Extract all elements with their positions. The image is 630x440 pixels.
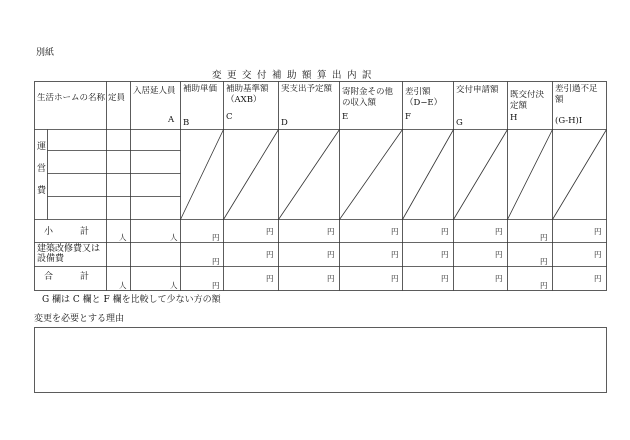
unit-cell: 人 [170, 233, 178, 242]
header-resident-days: 入居延人員 [133, 86, 176, 96]
header-letter-i: (G-H)I [555, 116, 583, 126]
attachment-label: 別紙 [36, 48, 55, 58]
unit-cell: 円 [594, 227, 602, 236]
header-other-income: 寄附金その他の収入額 [342, 87, 394, 108]
unit-cell: 円 [391, 250, 399, 259]
unit-cell: 円 [441, 250, 449, 259]
unit-cell: 円 [495, 274, 503, 283]
header-letter-d: D [281, 118, 288, 128]
unit-cell: 円 [441, 227, 449, 236]
unit-cell: 円 [594, 274, 602, 283]
header-letter-e: E [342, 112, 349, 122]
unit-cell: 円 [540, 257, 548, 266]
unit-cell: 円 [327, 227, 335, 236]
reason-textarea[interactable] [35, 328, 606, 392]
unit-cell: 円 [594, 250, 602, 259]
header-facility-name: 生活ホームの名称 [37, 93, 105, 103]
unit-cell: 円 [495, 250, 503, 259]
header-letter-h: H [510, 113, 518, 123]
unit-cell: 円 [327, 274, 335, 283]
unit-cell: 円 [212, 233, 220, 242]
row-label-subtotal: 小 計 [44, 227, 90, 237]
unit-cell: 円 [495, 227, 503, 236]
header-standard-amount: 補助基準額（AXB） [226, 84, 269, 105]
header-letter-f: F [405, 112, 411, 122]
header-shortfall: 差引過不足額 [555, 84, 598, 105]
row-label-total: 合 計 [44, 272, 90, 282]
header-difference: 差引額（D−E） [405, 87, 443, 108]
unit-cell: 円 [327, 250, 335, 259]
unit-cell: 円 [212, 281, 220, 290]
header-letter-a: A [168, 115, 175, 125]
side-label-2: 営 [37, 164, 47, 174]
note-text: G 欄は C 欄と F 欄を比較して少ない方の額 [42, 295, 221, 305]
row-label-construction: 建築改修費又は設備費 [37, 244, 101, 264]
header-letter-b: B [183, 118, 190, 128]
page-title: 変更交付補助額算出内訳 [212, 70, 378, 81]
unit-cell: 円 [391, 274, 399, 283]
header-grant-request: 交付申請額 [456, 85, 499, 95]
header-decided-amount: 既交付決定額 [510, 90, 545, 111]
unit-cell: 円 [391, 227, 399, 236]
unit-cell: 人 [170, 281, 178, 290]
unit-cell: 円 [212, 257, 220, 266]
unit-cell: 人 [119, 281, 127, 290]
header-letter-g: G [456, 118, 463, 128]
unit-cell: 人 [119, 233, 127, 242]
side-label-3: 費 [37, 186, 47, 196]
unit-cell: 円 [441, 274, 449, 283]
unit-cell: 円 [540, 233, 548, 242]
header-planned-expense: 実支出予定額 [281, 84, 333, 94]
reason-label: 変更を必要とする理由 [34, 314, 125, 324]
unit-cell: 円 [266, 250, 274, 259]
unit-cell: 円 [540, 281, 548, 290]
header-unit-price: 補助単価 [183, 84, 218, 94]
header-capacity: 定員 [108, 93, 126, 103]
side-label-1: 運 [37, 142, 47, 152]
unit-cell: 円 [266, 227, 274, 236]
unit-cell: 円 [266, 274, 274, 283]
header-letter-c: C [226, 112, 233, 122]
